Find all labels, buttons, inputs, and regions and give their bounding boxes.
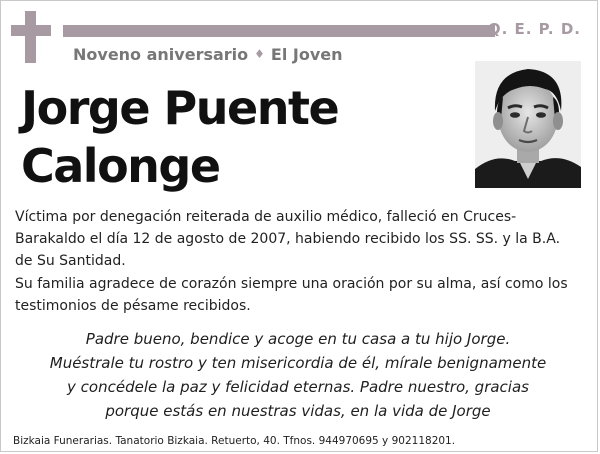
deceased-name [21, 79, 338, 195]
header-bar [63, 25, 495, 37]
name-line-2: Calonge [21, 139, 220, 193]
cross-icon [11, 11, 51, 63]
diamond-separator-icon: ♦ [254, 47, 265, 61]
name-line-1: Jorge Puente [21, 81, 339, 135]
biography-paragraph: Víctima por denegación reiterada de auxilio médico, falleció en Cruces-Barakaldo el día 12 de agosto de 2007, habiendo recibido los SS. SS. y la B.A. de Su Santidad. [15, 209, 561, 269]
prayer-block [15, 327, 581, 423]
alias-text: El Joven [270, 45, 343, 64]
funeral-home-footer: Bizkaia Funerarias. Tanatorio Bizkaia. Retuerto, 40. Tfnos. 944970695 y 902118201. [13, 435, 456, 447]
subtitle [73, 45, 343, 64]
prayer-line: Muéstrale tu rostro y ten misericordia de él, mírale benignamente [49, 354, 547, 372]
prayer-line: porque estás en nuestras vidas, en la vida de Jorge [105, 402, 491, 420]
prayer-line: y concédele la paz y felicidad eternas. Padre nuestro, gracias [67, 378, 529, 396]
occasion-text: Noveno aniversario [73, 45, 249, 64]
portrait-photo [475, 61, 581, 188]
gratitude-paragraph: Su familia agradece de corazón siempre una oración por su alma, así como los testimonios de pésame recibidos. [15, 276, 568, 314]
prayer-line: Padre bueno, bendice y acoge en tu casa a tu hijo Jorge. [85, 330, 511, 348]
qepd-badge: Q. E. P. D. [487, 20, 581, 38]
